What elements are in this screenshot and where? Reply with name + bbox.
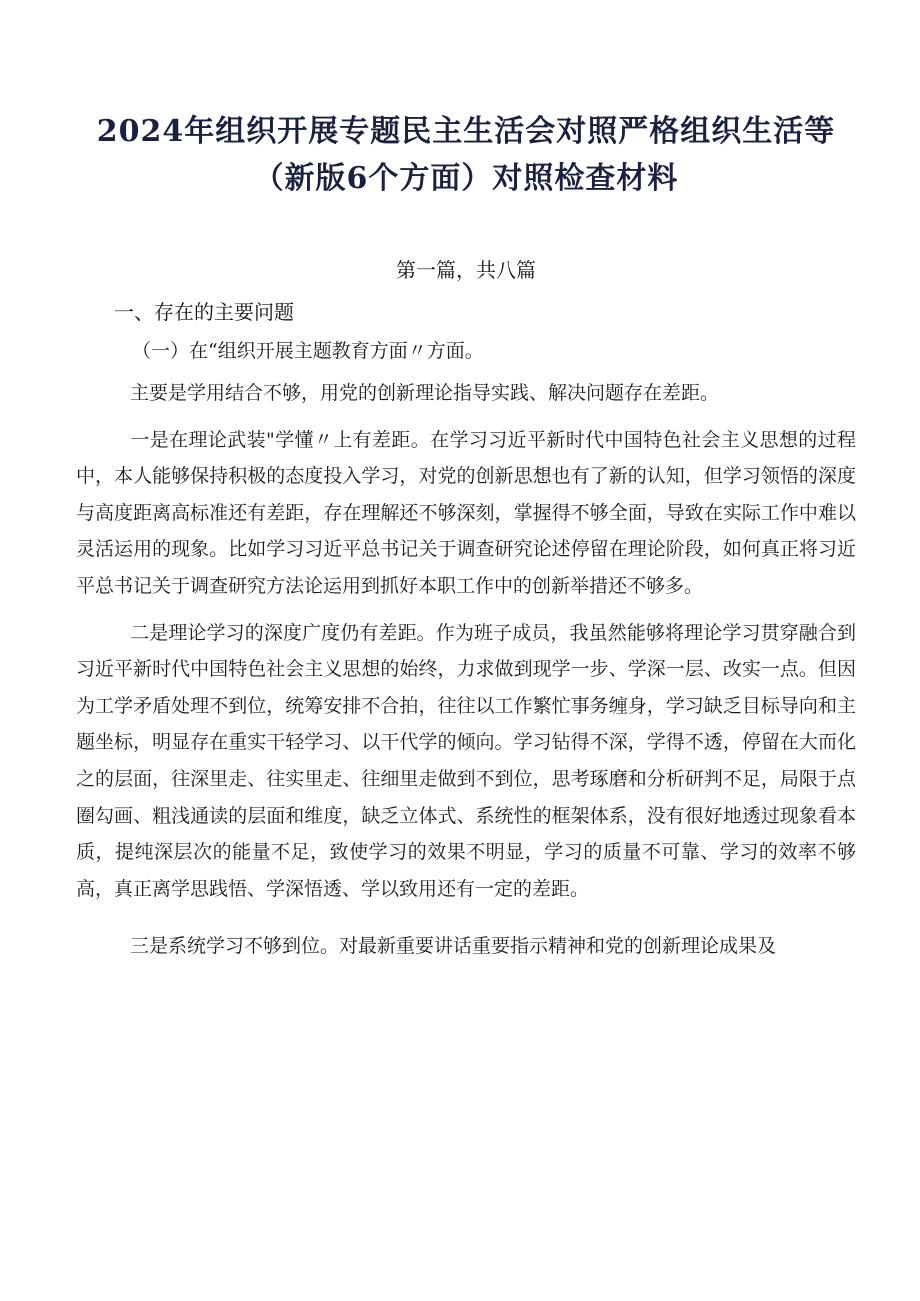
paragraph-point-2	[76, 615, 856, 908]
subsection-heading: （一）在“组织开展主题教育方面〃方面。	[132, 340, 484, 362]
title-line-2: （新版6个方面）对照检查材料	[253, 161, 679, 196]
paragraph-summary-text: 主要是学用结合不够，用党的创新理论指导实践、解决问题存在差距。	[130, 382, 720, 404]
section-heading: 一、存在的主要问题	[114, 300, 294, 324]
paragraph-point-2-text: 二是理论学习的深度广度仍有差距。作为班子成员，我虽然能够将理论学习贯穿融合到习近平新时代中国特色社会主义思想的始终，力求做到现学一步、学深一层、改实一点。但因为工学矛盾处理不到位，统筹安排不合拍，往往以工作繁忙事务缠身，学习缺乏目标导向和主题坐标，明显存在重实干轻学习、以干代学的倾向。学习钻得不深，学得不透，停留在大而化之的层面，往深里走、往实里走、往细里走做到不到位，思考琢磨和分析研判不足，局限于点圈勾画、粗浅通读的层面和维度，缺乏立体式、系统性的框架体系，没有很好地透过现象看本质，提纯深层次的能量不足，致使学习的效果不明显，学习的质量不可靠、学习的效率不够高，真正离学思践悟、学深悟透、学以致用还有一定的差距。	[76, 621, 856, 900]
part-heading: 第一篇，共八篇	[396, 258, 536, 282]
paragraph-point-1-text: 一是在理论武装"学懂〃上有差距。在学习习近平新时代中国特色社会主义思想的过程中，本人能够保持积极的态度投入学习，对党的创新思想也有了新的认知，但学习领悟的深度与高度距离高标准还有差距，存在理解还不够深刻，掌握得不够全面，导致在实际工作中难以灵活运用的现象。比如学习习近平总书记关于调查研究论述停留在理论阶段，如何真正将习近平总书记关于调查研究方法论运用到抓好本职工作中的创新举措还不够多。	[76, 428, 856, 597]
paragraph-point-3	[76, 928, 856, 965]
title-line-1: 2024年组织开展专题民主生活会对照严格组织生活等	[96, 114, 836, 149]
paragraph-point-1	[76, 422, 856, 605]
document-title	[76, 108, 856, 202]
paragraph-point-3-text: 三是系统学习不够到位。对最新重要讲话重要指示精神和党的创新理论成果及	[130, 935, 777, 958]
paragraph-summary	[76, 375, 856, 412]
